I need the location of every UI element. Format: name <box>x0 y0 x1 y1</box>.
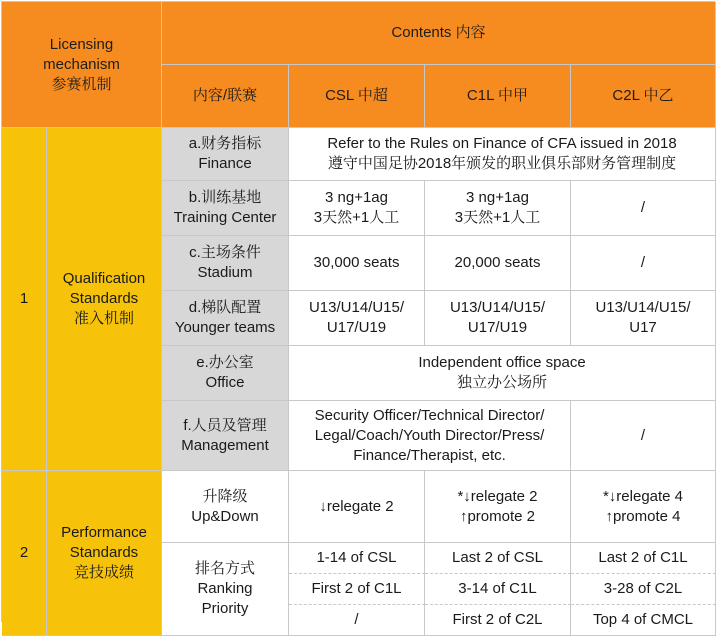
ranking-csl-3: / <box>289 605 425 636</box>
youth-c1l: U13/U14/U15/ U17/U19 <box>425 291 571 346</box>
header-mechanism-en2: mechanism <box>43 55 120 73</box>
row-label-updown: 升降级 Up&Down <box>162 471 289 543</box>
header-csl: CSL 中超 <box>289 65 425 128</box>
section-1-title: Qualification Standards 准入机制 <box>47 128 162 471</box>
section-2-title: Performance Standards 竞技成绩 <box>47 471 162 636</box>
stadium-c1l: 20,000 seats <box>425 236 571 291</box>
ranking-csl-1: 1-14 of CSL <box>289 543 425 574</box>
header-content-league: 内容/联赛 <box>162 65 289 128</box>
header-mechanism-cn: 参赛机制 <box>51 75 112 93</box>
row-label-training: b.训练基地 Training Center <box>162 181 289 236</box>
ranking-c1l-2: 3-14 of C1L <box>425 574 571 605</box>
stadium-csl: 30,000 seats <box>289 236 425 291</box>
management-csl-c1l: Security Officer/Technical Director/ Legal/Coach/Youth Director/Press/ Finance/Therapist, etc. <box>289 401 571 471</box>
row-label-management: f.人员及管理 Management <box>162 401 289 471</box>
training-csl: 3 ng+1ag 3天然+1人工 <box>289 181 425 236</box>
header-contents: Contents 内容 <box>162 2 716 65</box>
header-mechanism-en1: Licensing <box>49 35 114 53</box>
updown-c2l: *↓relegate 4 ↑promote 4 <box>571 471 716 543</box>
training-c1l: 3 ng+1ag 3天然+1人工 <box>425 181 571 236</box>
office-requirement: Independent office space 独立办公场所 <box>289 346 716 401</box>
ranking-c2l-3: Top 4 of CMCL <box>571 605 716 636</box>
ranking-c2l-1: Last 2 of C1L <box>571 543 716 574</box>
section-2-number: 2 <box>2 471 47 636</box>
youth-csl: U13/U14/U15/ U17/U19 <box>289 291 425 346</box>
ranking-c1l-1: Last 2 of CSL <box>425 543 571 574</box>
updown-csl: ↓relegate 2 <box>289 471 425 543</box>
row-label-ranking: 排名方式 Ranking Priority <box>162 543 289 636</box>
section-1-number: 1 <box>2 128 47 471</box>
stadium-c2l: / <box>571 236 716 291</box>
training-c2l: / <box>571 181 716 236</box>
row-label-youth: d.梯队配置 Younger teams <box>162 291 289 346</box>
ranking-c1l-3: First 2 of C2L <box>425 605 571 636</box>
header-c1l: C1L 中甲 <box>425 65 571 128</box>
row-label-finance: a.财务指标 Finance <box>162 128 289 181</box>
updown-c1l: *↓relegate 2 ↑promote 2 <box>425 471 571 543</box>
youth-c2l: U13/U14/U15/ U17 <box>571 291 716 346</box>
ranking-c2l-2: 3-28 of C2L <box>571 574 716 605</box>
licensing-table <box>1 1 715 628</box>
ranking-csl-2: First 2 of C1L <box>289 574 425 605</box>
header-c2l: C2L 中乙 <box>571 65 716 128</box>
finance-requirement: Refer to the Rules on Finance of CFA issued in 2018 遵守中国足协2018年颁发的职业俱乐部财务管理制度 <box>289 128 716 181</box>
management-c2l: / <box>571 401 716 471</box>
row-label-office: e.办公室 Office <box>162 346 289 401</box>
header-mechanism <box>2 2 162 128</box>
row-label-stadium: c.主场条件 Stadium <box>162 236 289 291</box>
